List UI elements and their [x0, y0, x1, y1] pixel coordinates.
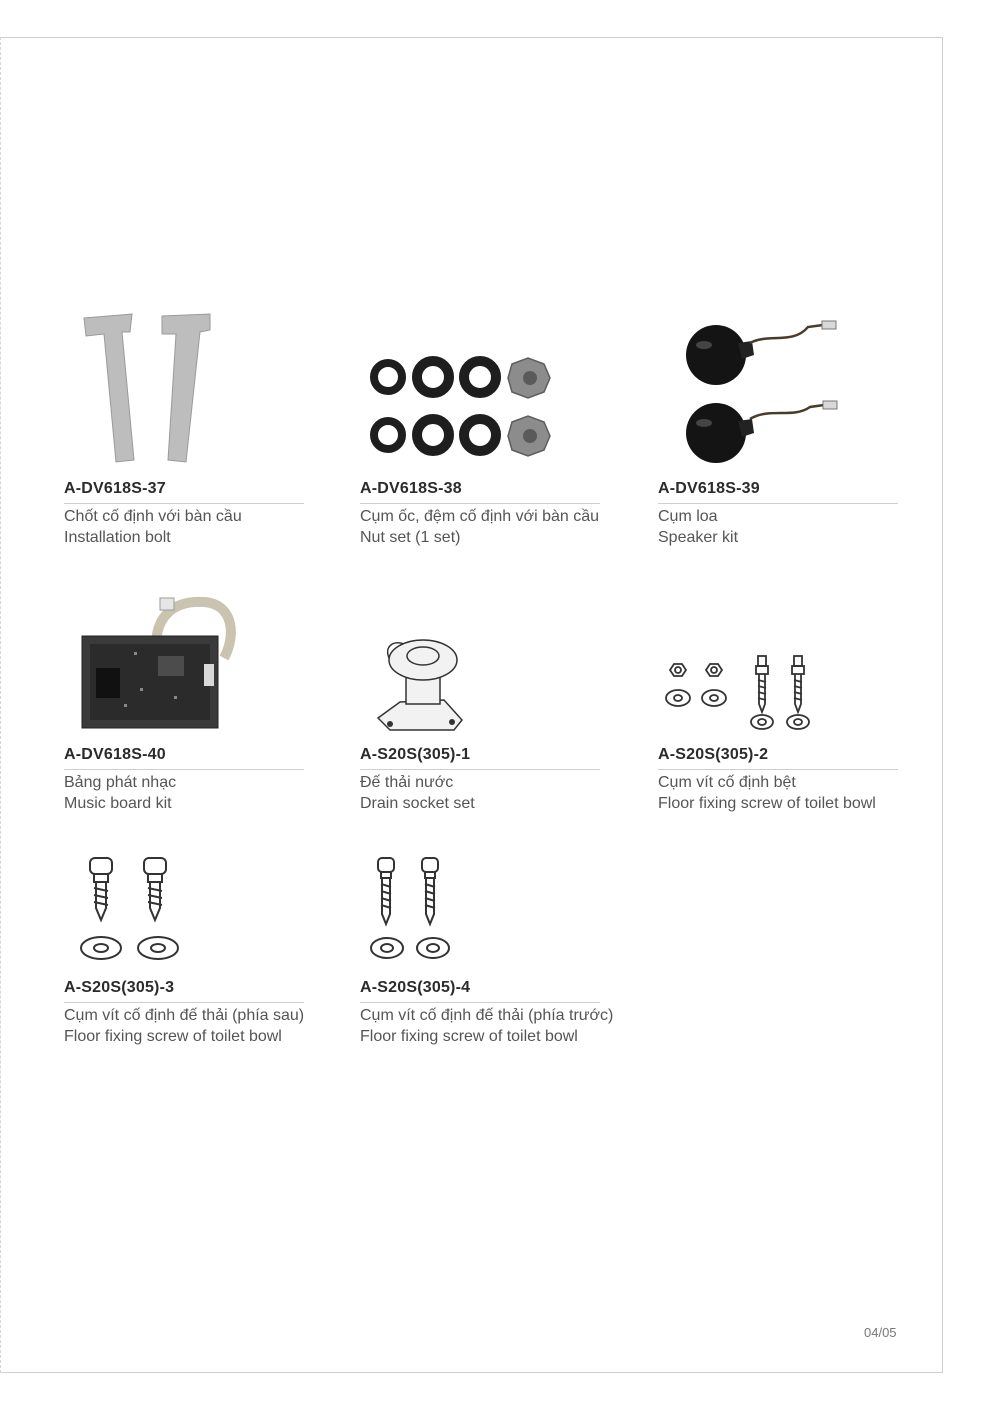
rear-screw-image	[64, 854, 304, 969]
part-name-vi: Bảng phát nhạc	[64, 774, 177, 791]
divider	[64, 769, 304, 770]
part-name-en: Nut set (1 set)	[360, 529, 461, 546]
part-name-en: Floor fixing screw of toilet bowl	[658, 795, 876, 812]
part-code: A-S20S(305)-4	[360, 979, 471, 996]
part-code: A-DV618S-39	[658, 480, 760, 497]
divider	[360, 769, 600, 770]
part-name-en: Installation bolt	[64, 529, 171, 546]
part-name-vi: Đế thải nước	[360, 774, 454, 791]
divider	[64, 1002, 304, 1003]
part-name-en: Floor fixing screw of toilet bowl	[360, 1028, 578, 1045]
floor-screw-set-image	[658, 646, 898, 736]
divider	[360, 503, 600, 504]
divider	[64, 503, 304, 504]
part-code: A-S20S(305)-2	[658, 746, 769, 763]
part-name-en: Speaker kit	[658, 529, 739, 546]
divider	[360, 1002, 600, 1003]
part-code: A-DV618S-37	[64, 480, 166, 497]
divider	[658, 769, 898, 770]
part-name-en: Floor fixing screw of toilet bowl	[64, 1028, 282, 1045]
part-name-en: Drain socket set	[360, 795, 475, 812]
drain-socket-image	[360, 636, 600, 736]
part-name-en: Music board kit	[64, 795, 172, 812]
part-name-vi: Cụm loa	[658, 508, 718, 525]
speaker-kit-image	[658, 315, 898, 465]
part-name-vi: Cụm vít cố định đế thải (phía sau)	[64, 1007, 305, 1024]
front-screw-image	[360, 854, 600, 969]
music-board-image	[64, 596, 304, 736]
part-name-vi: Cụm vít cố định đế thải (phía trước)	[360, 1007, 614, 1024]
part-name-vi: Cụm ốc, đệm cố định với bàn cầu	[360, 508, 600, 525]
part-code: A-DV618S-40	[64, 746, 166, 763]
part-code: A-S20S(305)-3	[64, 979, 175, 996]
installation-bolt-image	[64, 310, 304, 470]
part-code: A-DV618S-38	[360, 480, 462, 497]
part-name-vi: Cụm vít cố định bệt	[658, 774, 796, 791]
part-name-vi: Chốt cố định với bàn cầu	[64, 508, 242, 525]
page-number: 04/05	[864, 1325, 897, 1340]
nut-set-image	[360, 350, 600, 470]
divider	[658, 503, 898, 504]
part-code: A-S20S(305)-1	[360, 746, 471, 763]
